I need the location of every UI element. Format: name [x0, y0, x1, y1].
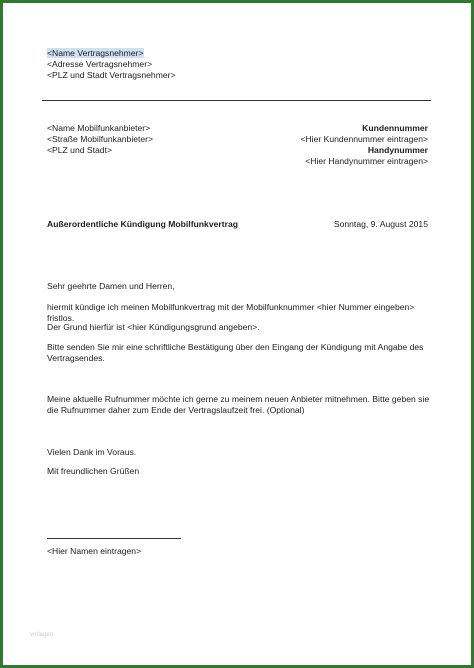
header-divider [42, 100, 431, 101]
phone-number-label: Handynummer [367, 145, 428, 155]
phone-number-placeholder: <Hier Handynummer eintragen> [305, 156, 428, 166]
paragraph-termination: hiermit kündige ich meinen Mobilfunkvertrag mit der Mobilfunknummer <hier Nummer eingeben> fristlos. [47, 302, 415, 323]
sender-name-text: <Name Vertragsnehmer> [47, 48, 144, 58]
thanks-line: Vielen Dank im Voraus. [47, 447, 137, 457]
customer-number-label: Kundennummer [362, 123, 428, 133]
recipient-name: <Name Mobilfunkanbieter> [47, 123, 151, 133]
salutation: Sehr geehrte Damen und Herren, [47, 281, 175, 291]
sender-city: <PLZ und Stadt Vertragsnehmer> [47, 70, 176, 80]
letter-date: Sonntag, 9. August 2015 [333, 219, 428, 229]
sender-address: <Adresse Vertragsnehmer> [47, 59, 153, 69]
subject-line: Außerordentliche Kündigung Mobilfunkvertrag [47, 219, 238, 229]
watermark: vorlagen [30, 632, 54, 638]
customer-number-placeholder: <Hier Kundennummer eintragen> [300, 134, 428, 144]
signature-name-placeholder: <Hier Namen eintragen> [47, 546, 142, 556]
paragraph-number-porting: Meine aktuelle Rufnummer möchte ich gerne zu meinem neuen Anbieter mitnehmen. Bitte geben sie die Rufnummer daher zum Ende der Vertragslaufzeit frei. (Optional) [47, 394, 430, 415]
recipient-street: <Straße Mobilfunkanbieter> [47, 134, 154, 144]
recipient-city: <PLZ und Stadt> [47, 145, 112, 155]
sender-name[interactable] [47, 48, 144, 58]
signature-line [47, 538, 181, 539]
closing-line: Mit freundlichen Grüßen [47, 466, 140, 476]
paragraph-reason: Der Grund hierfür ist <hier Kündigungsgrund angeben>. [47, 322, 260, 332]
paragraph-confirmation: Bitte senden Sie mir eine schriftliche Bestätigung über den Eingang der Kündigung mit Angabe des Vertragsendes. [47, 342, 424, 363]
